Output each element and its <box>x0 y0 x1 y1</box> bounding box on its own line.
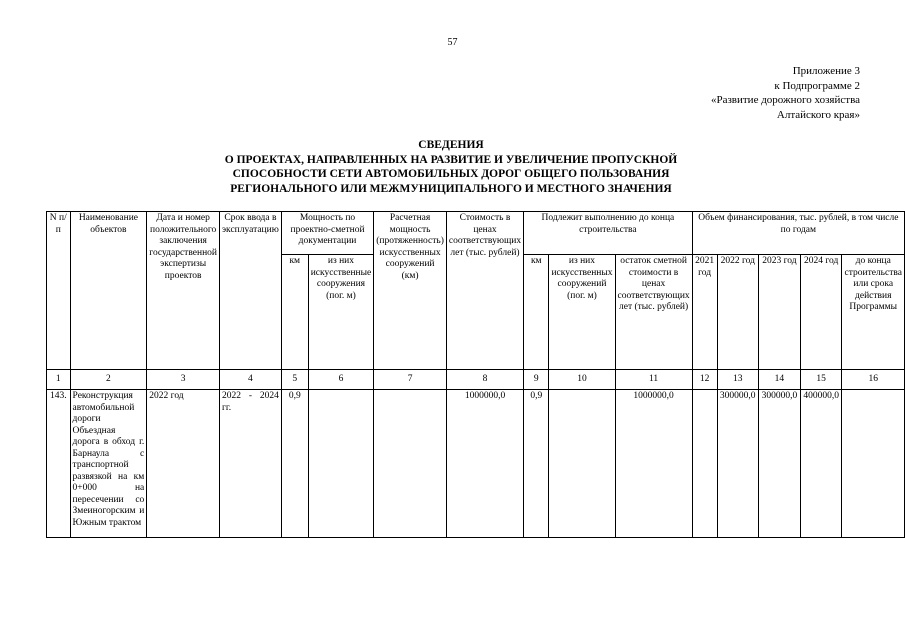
page-number: 57 <box>447 37 458 48</box>
column-number: 13 <box>717 370 758 390</box>
row-until-end <box>842 390 905 538</box>
header-rem-art: из них искусственных сооружений (пог. м) <box>549 255 615 370</box>
row-name: Реконструкция автомобильной дороги Объездная дорога в обход г. Барнаула с транспортной развязкой на км 0+000 на пересечении со Змеиногорским и Южным трактом <box>70 390 147 538</box>
column-number: 16 <box>842 370 905 390</box>
heading-line: О ПРОЕКТАХ, НАПРАВЛЕННЫХ НА РАЗВИТИЕ И УВЕЛИЧЕНИЕ ПРОПУСКНОЙ <box>224 153 678 166</box>
row-date: 2022 год <box>147 390 220 538</box>
document-heading <box>150 138 752 196</box>
row-capacity-km: 0,9 <box>281 390 308 538</box>
row-year-2022: 300000,0 <box>717 390 758 538</box>
column-number: 10 <box>549 370 615 390</box>
column-number: 6 <box>308 370 374 390</box>
column-number: 9 <box>524 370 549 390</box>
appendix-line: к Подпрограмме 2 <box>774 79 860 92</box>
row-year-2021 <box>692 390 717 538</box>
header-capacity-km: км <box>281 255 308 370</box>
header-date: Дата и номер положительного заключения государственной экспертизы проектов <box>147 212 220 370</box>
table-row <box>47 390 905 538</box>
heading-line: СВЕДЕНИЯ <box>418 139 484 151</box>
row-capacity-art <box>308 390 374 538</box>
header-cost: Стоимость в ценах соответствующих лет (тыс. рублей) <box>446 212 523 370</box>
row-rem-art <box>549 390 615 538</box>
projects-table <box>46 211 905 538</box>
header-term: Срок ввода в эксплуатацию <box>219 212 281 370</box>
row-rem-km: 0,9 <box>524 390 549 538</box>
column-number: 8 <box>446 370 523 390</box>
row-num: 143. <box>47 390 71 538</box>
column-number: 5 <box>281 370 308 390</box>
column-number-row <box>47 370 905 390</box>
heading-line: РЕГИОНАЛЬНОГО ИЛИ МЕЖМУНИЦИПАЛЬНОГО И МЕСТНОГО ЗНАЧЕНИЯ <box>230 182 672 195</box>
header-num: N п/п <box>47 212 71 370</box>
heading-line: СПОСОБНОСТИ СЕТИ АВТОМОБИЛЬНЫХ ДОРОГ ОБЩЕГО ПОЛЬЗОВАНИЯ <box>232 168 670 180</box>
header-row <box>47 212 905 255</box>
column-number: 3 <box>147 370 220 390</box>
column-number: 4 <box>219 370 281 390</box>
header-year-2024: 2024 год <box>800 255 842 370</box>
appendix-reference <box>711 64 860 122</box>
row-term: 2022 - 2024 гг. <box>219 390 281 538</box>
column-number: 1 <box>47 370 71 390</box>
header-capacity-art: из них искусственные сооружения (пог. м) <box>308 255 374 370</box>
header-rem-cost: остаток сметной стоимости в ценах соответствующих лет (тыс. рублей) <box>615 255 692 370</box>
header-year-2022: 2022 год <box>717 255 758 370</box>
column-number: 11 <box>615 370 692 390</box>
header-year-2021: 2021 год <box>692 255 717 370</box>
column-number: 2 <box>70 370 147 390</box>
column-number: 15 <box>800 370 842 390</box>
appendix-line: Алтайского края» <box>776 108 860 121</box>
header-calc-capacity: Расчетная мощность (протяженность) искусственных сооружений (км) <box>374 212 447 370</box>
header-rem-km: км <box>524 255 549 370</box>
row-year-2024: 400000,0 <box>800 390 842 538</box>
row-calc-capacity <box>374 390 447 538</box>
appendix-line: Приложение 3 <box>792 65 860 77</box>
header-capacity-group: Мощность по проектно-сметной документации <box>281 212 373 255</box>
header-year-2023: 2023 год <box>758 255 800 370</box>
header-finance-group: Объем финансирования, тыс. рублей, в том числе по годам <box>692 212 904 255</box>
column-number: 14 <box>758 370 800 390</box>
column-number: 7 <box>374 370 447 390</box>
header-until-end: до конца строительства или срока действия Программы <box>842 255 905 370</box>
row-year-2023: 300000,0 <box>758 390 800 538</box>
row-cost: 1000000,0 <box>446 390 523 538</box>
header-remaining-group: Подлежит выполнению до конца строительства <box>524 212 693 255</box>
row-rem-cost: 1000000,0 <box>615 390 692 538</box>
column-number: 12 <box>692 370 717 390</box>
header-name: Наименование объектов <box>70 212 147 370</box>
appendix-line: «Развитие дорожного хозяйства <box>710 94 860 106</box>
